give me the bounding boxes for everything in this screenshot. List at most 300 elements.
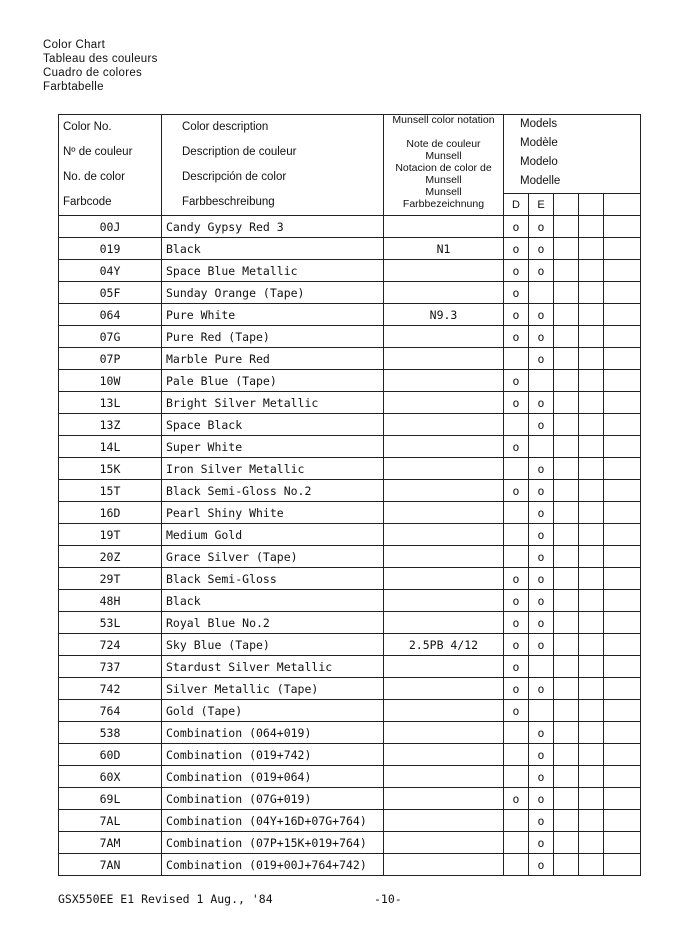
color-code-cell: 20Z xyxy=(59,546,162,568)
table-row xyxy=(59,722,641,744)
munsell-cell xyxy=(384,414,504,436)
model-blank-cell xyxy=(554,612,579,634)
model-blank-cell xyxy=(604,260,641,282)
model-e-mark: o xyxy=(529,524,554,546)
model-blank-cell xyxy=(554,656,579,678)
model-blank-cell xyxy=(579,436,604,458)
model-blank-cell xyxy=(554,590,579,612)
color-no-de: Farbcode xyxy=(63,196,112,208)
color-code-cell: 064 xyxy=(59,304,162,326)
model-blank-cell xyxy=(604,458,641,480)
model-d-mark: o xyxy=(504,700,529,722)
model-blank-cell xyxy=(554,700,579,722)
table-row xyxy=(59,326,641,348)
munsell-cell xyxy=(384,216,504,238)
model-e-mark xyxy=(529,436,554,458)
munsell-cell xyxy=(384,282,504,304)
model-e-mark: o xyxy=(529,304,554,326)
color-code-cell: 742 xyxy=(59,678,162,700)
color-code-cell: 60X xyxy=(59,766,162,788)
color-description-cell: Combination (07G+019) xyxy=(162,788,384,810)
description-es: Descripción de color xyxy=(182,171,287,183)
model-blank-cell xyxy=(554,722,579,744)
color-code-cell: 7AL xyxy=(59,810,162,832)
model-e-mark: o xyxy=(529,854,554,876)
title-fr: Tableau des couleurs xyxy=(43,53,158,65)
munsell-cell: 2.5PB 4/12 xyxy=(384,634,504,656)
model-blank-cell xyxy=(554,568,579,590)
table-row xyxy=(59,392,641,414)
model-blank-cell xyxy=(554,348,579,370)
color-description-cell: Marble Pure Red xyxy=(162,348,384,370)
color-code-cell: 7AM xyxy=(59,832,162,854)
color-code-cell: 764 xyxy=(59,700,162,722)
model-blank-cell xyxy=(604,568,641,590)
model-blank-cell xyxy=(604,524,641,546)
model-blank-cell xyxy=(579,854,604,876)
color-no-en: Color No. xyxy=(63,121,112,133)
color-no-fr: Nº de couleur xyxy=(63,146,133,158)
model-blank-cell xyxy=(579,678,604,700)
model-blank-cell xyxy=(579,744,604,766)
model-e-mark: o xyxy=(529,392,554,414)
model-blank-cell xyxy=(604,722,641,744)
color-description-cell: Combination (019+742) xyxy=(162,744,384,766)
munsell-cell xyxy=(384,568,504,590)
model-e-mark: o xyxy=(529,238,554,260)
munsell-cell xyxy=(384,502,504,524)
model-blank-cell xyxy=(579,326,604,348)
model-blank-cell xyxy=(554,326,579,348)
model-e-mark: o xyxy=(529,722,554,744)
model-d-mark xyxy=(504,722,529,744)
color-description-cell: Candy Gypsy Red 3 xyxy=(162,216,384,238)
munsell-cell xyxy=(384,854,504,876)
model-blank-1 xyxy=(554,194,579,216)
footer-page-number: -10- xyxy=(374,892,402,906)
munsell-en: Munsell color notation xyxy=(392,114,495,126)
model-blank-cell xyxy=(604,634,641,656)
munsell-cell xyxy=(384,260,504,282)
models-header xyxy=(504,115,641,194)
models-de: Modelle xyxy=(520,175,561,187)
munsell-cell xyxy=(384,326,504,348)
model-blank-cell xyxy=(604,810,641,832)
munsell-de: Munsell Farbbezeichnung xyxy=(402,186,485,210)
model-blank-cell xyxy=(579,766,604,788)
model-blank-cell xyxy=(604,414,641,436)
model-blank-cell xyxy=(554,436,579,458)
model-blank-cell xyxy=(554,634,579,656)
model-blank-cell xyxy=(604,700,641,722)
color-description-cell: Iron Silver Metallic xyxy=(162,458,384,480)
model-blank-cell xyxy=(604,326,641,348)
model-e-mark: o xyxy=(529,216,554,238)
model-blank-cell xyxy=(579,634,604,656)
model-blank-cell xyxy=(554,304,579,326)
model-blank-cell xyxy=(579,260,604,282)
color-code-cell: 00J xyxy=(59,216,162,238)
model-e-mark: o xyxy=(529,546,554,568)
munsell-cell xyxy=(384,524,504,546)
model-d-mark xyxy=(504,744,529,766)
munsell-cell xyxy=(384,370,504,392)
model-blank-cell xyxy=(554,502,579,524)
model-blank-cell xyxy=(604,392,641,414)
table-row xyxy=(59,700,641,722)
model-blank-cell xyxy=(604,348,641,370)
model-blank-cell xyxy=(579,304,604,326)
model-e-mark: o xyxy=(529,414,554,436)
model-blank-cell xyxy=(579,722,604,744)
color-description-cell: Gold (Tape) xyxy=(162,700,384,722)
color-description-cell: Grace Silver (Tape) xyxy=(162,546,384,568)
munsell-cell xyxy=(384,700,504,722)
munsell-es: Notacion de color de Munsell xyxy=(395,162,492,186)
model-blank-cell xyxy=(604,744,641,766)
model-d-mark: o xyxy=(504,480,529,502)
munsell-cell: N1 xyxy=(384,238,504,260)
model-blank-cell xyxy=(554,678,579,700)
table-row xyxy=(59,832,641,854)
color-code-cell: 15T xyxy=(59,480,162,502)
table-row xyxy=(59,590,641,612)
color-code-cell: 019 xyxy=(59,238,162,260)
color-code-cell: 29T xyxy=(59,568,162,590)
color-description-cell: Pure White xyxy=(162,304,384,326)
table-row xyxy=(59,810,641,832)
model-e-mark xyxy=(529,282,554,304)
munsell-header xyxy=(384,115,504,216)
model-e-mark: o xyxy=(529,612,554,634)
table-row xyxy=(59,216,641,238)
model-d-mark xyxy=(504,766,529,788)
model-blank-3 xyxy=(604,194,641,216)
color-code-cell: 10W xyxy=(59,370,162,392)
description-header xyxy=(162,115,384,216)
color-description-cell: Bright Silver Metallic xyxy=(162,392,384,414)
table-row xyxy=(59,634,641,656)
model-d-mark xyxy=(504,458,529,480)
model-d-mark: o xyxy=(504,788,529,810)
model-d-mark: o xyxy=(504,326,529,348)
model-blank-cell xyxy=(554,810,579,832)
model-e-mark: o xyxy=(529,326,554,348)
table-row xyxy=(59,612,641,634)
table-row xyxy=(59,678,641,700)
model-d-mark xyxy=(504,854,529,876)
model-blank-cell xyxy=(604,832,641,854)
models-es: Modelo xyxy=(520,156,558,168)
model-e-mark: o xyxy=(529,678,554,700)
color-code-cell: 69L xyxy=(59,788,162,810)
model-blank-cell xyxy=(604,238,641,260)
model-blank-cell xyxy=(579,656,604,678)
color-code-cell: 19T xyxy=(59,524,162,546)
model-blank-cell xyxy=(604,854,641,876)
model-d-mark xyxy=(504,524,529,546)
color-description-cell: Combination (019+064) xyxy=(162,766,384,788)
color-description-cell: Black xyxy=(162,590,384,612)
model-blank-cell xyxy=(604,788,641,810)
model-d-mark: o xyxy=(504,282,529,304)
model-blank-cell xyxy=(554,216,579,238)
munsell-cell xyxy=(384,832,504,854)
color-code-cell: 13L xyxy=(59,392,162,414)
model-e-mark: o xyxy=(529,590,554,612)
color-description-cell: Pearl Shiny White xyxy=(162,502,384,524)
table-row xyxy=(59,458,641,480)
color-description-cell: Combination (019+00J+764+742) xyxy=(162,854,384,876)
model-e-mark xyxy=(529,370,554,392)
color-description-cell: Pure Red (Tape) xyxy=(162,326,384,348)
color-description-cell: Super White xyxy=(162,436,384,458)
model-blank-cell xyxy=(604,216,641,238)
model-d-mark: o xyxy=(504,436,529,458)
color-code-cell: 14L xyxy=(59,436,162,458)
model-d-mark: o xyxy=(504,370,529,392)
model-e-mark: o xyxy=(529,744,554,766)
model-blank-cell xyxy=(554,766,579,788)
munsell-cell xyxy=(384,348,504,370)
color-code-cell: 16D xyxy=(59,502,162,524)
model-d-mark: o xyxy=(504,656,529,678)
munsell-cell xyxy=(384,678,504,700)
munsell-cell xyxy=(384,546,504,568)
description-fr: Description de couleur xyxy=(182,146,297,158)
footer-revision: GSX550EE E1 Revised 1 Aug., '84 xyxy=(58,892,273,906)
color-description-cell: Black Semi-Gloss xyxy=(162,568,384,590)
description-de: Farbbeschreibung xyxy=(182,196,275,208)
color-description-cell: Combination (07P+15K+019+764) xyxy=(162,832,384,854)
model-e-header: E xyxy=(529,194,554,216)
model-d-mark xyxy=(504,546,529,568)
model-e-mark: o xyxy=(529,348,554,370)
color-description-cell: Sky Blue (Tape) xyxy=(162,634,384,656)
model-blank-cell xyxy=(554,370,579,392)
model-d-mark: o xyxy=(504,260,529,282)
color-description-cell: Black Semi-Gloss No.2 xyxy=(162,480,384,502)
title-de: Farbtabelle xyxy=(43,81,104,93)
color-rows xyxy=(59,216,641,876)
model-d-mark: o xyxy=(504,678,529,700)
model-blank-cell xyxy=(579,414,604,436)
model-blank-cell xyxy=(554,788,579,810)
table-row xyxy=(59,348,641,370)
color-description-cell: Stardust Silver Metallic xyxy=(162,656,384,678)
model-d-mark: o xyxy=(504,392,529,414)
model-e-mark: o xyxy=(529,832,554,854)
model-blank-cell xyxy=(554,854,579,876)
model-d-mark: o xyxy=(504,216,529,238)
munsell-cell xyxy=(384,810,504,832)
color-code-cell: 60D xyxy=(59,744,162,766)
model-blank-cell xyxy=(579,370,604,392)
model-blank-cell xyxy=(604,480,641,502)
description-en: Color description xyxy=(182,121,269,133)
header-row xyxy=(59,115,641,194)
table-row xyxy=(59,480,641,502)
model-e-mark: o xyxy=(529,568,554,590)
table-row xyxy=(59,524,641,546)
model-d-mark xyxy=(504,348,529,370)
model-d-header: D xyxy=(504,194,529,216)
color-description-cell: Royal Blue No.2 xyxy=(162,612,384,634)
munsell-cell xyxy=(384,458,504,480)
model-blank-cell xyxy=(554,480,579,502)
munsell-cell xyxy=(384,612,504,634)
table-row xyxy=(59,502,641,524)
munsell-cell xyxy=(384,788,504,810)
model-e-mark xyxy=(529,656,554,678)
model-blank-cell xyxy=(604,304,641,326)
model-blank-cell xyxy=(554,524,579,546)
color-code-cell: 05F xyxy=(59,282,162,304)
munsell-cell xyxy=(384,722,504,744)
color-description-cell: Pale Blue (Tape) xyxy=(162,370,384,392)
model-blank-cell xyxy=(554,546,579,568)
model-d-mark: o xyxy=(504,634,529,656)
table-row xyxy=(59,568,641,590)
model-e-mark xyxy=(529,700,554,722)
model-e-mark: o xyxy=(529,788,554,810)
munsell-cell: N9.3 xyxy=(384,304,504,326)
color-description-cell: Medium Gold xyxy=(162,524,384,546)
model-e-mark: o xyxy=(529,766,554,788)
table-row xyxy=(59,854,641,876)
model-blank-cell xyxy=(579,458,604,480)
munsell-fr: Note de couleur Munsell xyxy=(406,138,481,162)
model-e-mark: o xyxy=(529,260,554,282)
model-blank-cell xyxy=(579,832,604,854)
color-code-cell: 7AN xyxy=(59,854,162,876)
color-code-cell: 737 xyxy=(59,656,162,678)
model-blank-2 xyxy=(579,194,604,216)
model-blank-cell xyxy=(579,568,604,590)
model-blank-cell xyxy=(554,414,579,436)
model-blank-cell xyxy=(604,590,641,612)
model-blank-cell xyxy=(604,502,641,524)
model-blank-cell xyxy=(579,282,604,304)
color-code-cell: 538 xyxy=(59,722,162,744)
munsell-cell xyxy=(384,480,504,502)
color-description-cell: Space Blue Metallic xyxy=(162,260,384,282)
model-blank-cell xyxy=(579,348,604,370)
color-description-cell: Black xyxy=(162,238,384,260)
model-blank-cell xyxy=(579,524,604,546)
color-code-cell: 07P xyxy=(59,348,162,370)
color-code-cell: 04Y xyxy=(59,260,162,282)
model-d-mark xyxy=(504,502,529,524)
model-blank-cell xyxy=(579,788,604,810)
model-d-mark xyxy=(504,832,529,854)
model-blank-cell xyxy=(604,656,641,678)
table-row xyxy=(59,260,641,282)
table-row xyxy=(59,546,641,568)
model-blank-cell xyxy=(579,502,604,524)
color-code-cell: 13Z xyxy=(59,414,162,436)
model-d-mark: o xyxy=(504,238,529,260)
model-d-mark xyxy=(504,414,529,436)
table-row xyxy=(59,788,641,810)
model-d-mark: o xyxy=(504,612,529,634)
table-row xyxy=(59,238,641,260)
model-d-mark xyxy=(504,810,529,832)
model-blank-cell xyxy=(604,282,641,304)
model-blank-cell xyxy=(604,546,641,568)
table-row xyxy=(59,304,641,326)
table-row xyxy=(59,370,641,392)
color-code-cell: 48H xyxy=(59,590,162,612)
model-blank-cell xyxy=(554,744,579,766)
model-blank-cell xyxy=(579,238,604,260)
model-e-mark: o xyxy=(529,458,554,480)
model-blank-cell xyxy=(604,436,641,458)
color-no-header xyxy=(59,115,162,216)
color-code-cell: 15K xyxy=(59,458,162,480)
model-e-mark: o xyxy=(529,810,554,832)
model-blank-cell xyxy=(554,832,579,854)
model-blank-cell xyxy=(554,458,579,480)
model-blank-cell xyxy=(554,260,579,282)
color-code-cell: 724 xyxy=(59,634,162,656)
color-description-cell: Silver Metallic (Tape) xyxy=(162,678,384,700)
table-row xyxy=(59,436,641,458)
model-blank-cell xyxy=(579,480,604,502)
models-en: Models xyxy=(520,118,558,130)
model-blank-cell xyxy=(579,700,604,722)
models-fr: Modèle xyxy=(520,137,558,149)
color-chart-table xyxy=(58,114,641,876)
model-d-mark: o xyxy=(504,304,529,326)
model-blank-cell xyxy=(579,216,604,238)
model-blank-cell xyxy=(554,282,579,304)
color-description-cell: Combination (064+019) xyxy=(162,722,384,744)
munsell-cell xyxy=(384,766,504,788)
chart-titles xyxy=(43,38,158,94)
model-blank-cell xyxy=(554,392,579,414)
title-en: Color Chart xyxy=(43,39,106,51)
model-blank-cell xyxy=(579,546,604,568)
color-description-cell: Sunday Orange (Tape) xyxy=(162,282,384,304)
model-d-mark: o xyxy=(504,568,529,590)
model-blank-cell xyxy=(554,238,579,260)
munsell-cell xyxy=(384,744,504,766)
table-row xyxy=(59,282,641,304)
table-row xyxy=(59,766,641,788)
color-description-cell: Space Black xyxy=(162,414,384,436)
color-description-cell: Combination (04Y+16D+07G+764) xyxy=(162,810,384,832)
color-code-cell: 53L xyxy=(59,612,162,634)
color-no-es: No. de color xyxy=(63,171,126,183)
model-e-mark: o xyxy=(529,502,554,524)
munsell-cell xyxy=(384,656,504,678)
table-row xyxy=(59,656,641,678)
table-row xyxy=(59,744,641,766)
munsell-cell xyxy=(384,436,504,458)
model-blank-cell xyxy=(579,612,604,634)
model-blank-cell xyxy=(604,370,641,392)
model-blank-cell xyxy=(579,392,604,414)
title-es: Cuadro de colores xyxy=(43,67,143,79)
color-code-cell: 07G xyxy=(59,326,162,348)
munsell-cell xyxy=(384,392,504,414)
model-blank-cell xyxy=(604,766,641,788)
model-blank-cell xyxy=(604,678,641,700)
model-e-mark: o xyxy=(529,480,554,502)
model-blank-cell xyxy=(579,810,604,832)
model-d-mark: o xyxy=(504,590,529,612)
